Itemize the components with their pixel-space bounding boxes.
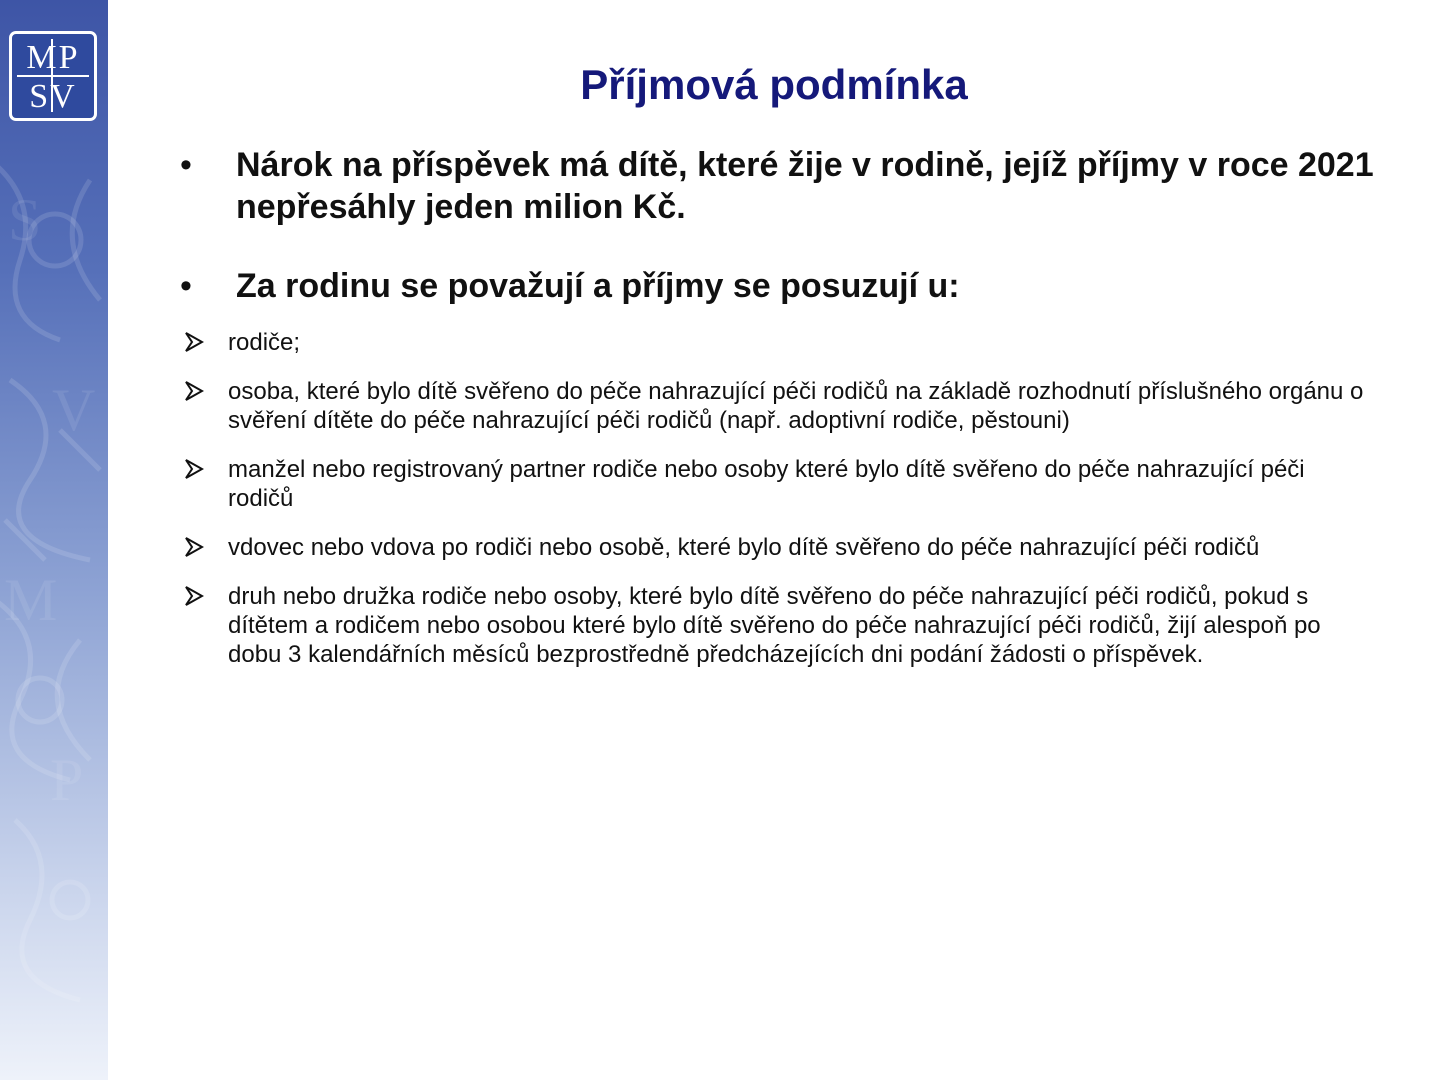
- list-item: [182, 582, 1372, 669]
- arrowhead-bullet-icon: [184, 380, 204, 402]
- svg-text:M: M: [4, 567, 58, 633]
- family-members-list: [182, 328, 1372, 689]
- main-bullet-1: [180, 144, 1380, 228]
- list-item-text: osoba, které bylo dítě svěřeno do péče nahrazující péči rodičů na základě rozhodnutí příslušného orgánu o svěření dítěte do péče nahrazující péči rodičů (např. adoptivní rodiče, pěstouni): [228, 378, 1364, 434]
- list-item-text: manžel nebo registrovaný partner rodiče nebo osoby které bylo dítě svěřeno do péče nahrazující péči rodičů: [228, 456, 1305, 512]
- list-item: [182, 455, 1372, 513]
- list-item: [182, 328, 1372, 357]
- arrowhead-bullet-icon: [184, 458, 204, 480]
- list-item-text: vdovec nebo vdova po rodiči nebo osobě, které bylo dítě svěřeno do péče nahrazující péči rodičů: [228, 534, 1260, 561]
- main-bullet-text: Za rodinu se považují a příjmy se posuzují u:: [236, 267, 960, 305]
- arrowhead-bullet-icon: [184, 536, 204, 558]
- logo-top-text: MP: [26, 39, 80, 76]
- arrowhead-bullet-icon: [184, 585, 204, 607]
- svg-text:S: S: [8, 187, 42, 253]
- list-item-text: druh nebo družka rodiče nebo osoby, které bylo dítě svěřeno do péče nahrazující péči rodičů, pokud s dítětem a rodičem nebo osobou které bylo dítě svěřeno do péče nahrazující péči rodičů, žijí alespoň po dobu 3 kalendářních měsíců bezprostředně předcházejících dni podání žádosti o příspěvek.: [228, 583, 1321, 668]
- list-item-text: rodiče;: [228, 329, 301, 356]
- slide-title: Příjmová podmínka: [580, 61, 968, 108]
- mpsv-logo: [9, 31, 97, 121]
- svg-text:P: P: [50, 747, 84, 813]
- logo-mark: [12, 34, 94, 118]
- decorative-sidebar: [0, 0, 108, 1080]
- sidebar-pattern: [0, 0, 108, 1080]
- arrowhead-bullet-icon: [184, 331, 204, 353]
- logo-bottom-text: SV: [29, 78, 77, 115]
- list-item: [182, 377, 1372, 435]
- main-bullet-2: [180, 265, 1380, 307]
- list-item: [182, 533, 1372, 562]
- bullet-dot: •: [180, 267, 192, 305]
- svg-text:V: V: [52, 377, 96, 443]
- bullet-dot: •: [180, 146, 192, 184]
- main-bullet-text: Nárok na příspěvek má dítě, které žije v rodině, jejíž příjmy v roce 2021 nepřesáhly jeden milion Kč.: [236, 146, 1374, 226]
